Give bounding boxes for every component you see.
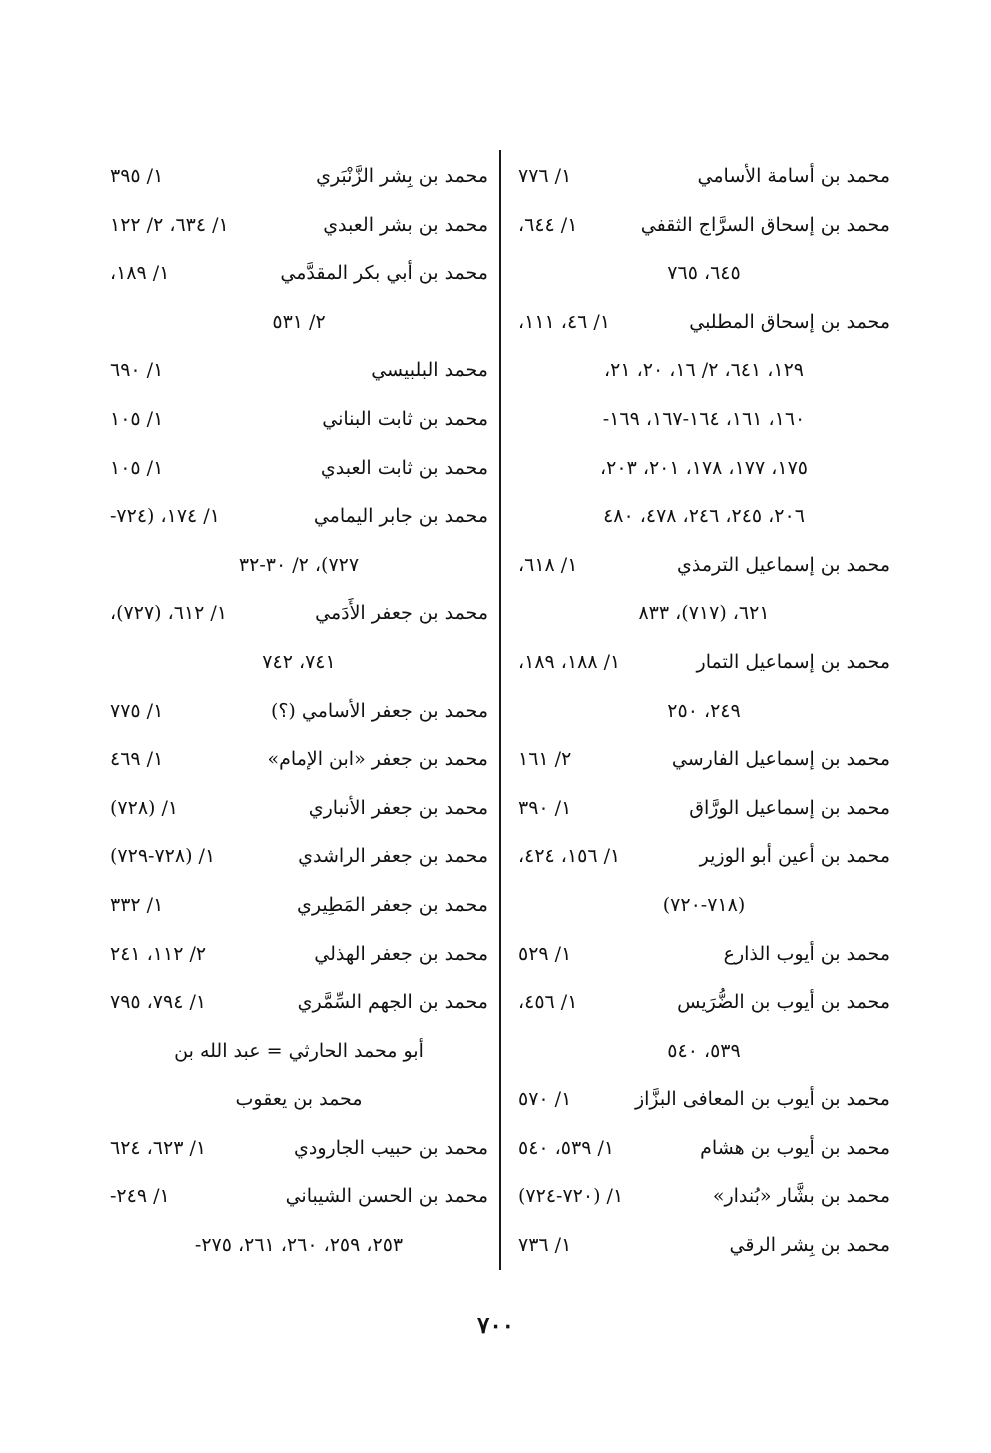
index-entry xyxy=(518,541,890,590)
entry-reference: ١/ ١٨٩، xyxy=(110,262,170,285)
entry-reference: ١/ (٧٢٠-٧٢٤) xyxy=(518,1185,624,1208)
entry-reference: ١/ ١٧٤، (٧٢٤- xyxy=(110,505,220,528)
entry-reference: أبو محمد الحارثي = عبد الله بن xyxy=(174,1039,424,1062)
index-entry xyxy=(110,930,488,979)
entry-reference: ٦٤٥، ٧٦٥ xyxy=(667,262,741,285)
entry-reference: ١/ ٣٩٠ xyxy=(518,796,572,819)
index-entry xyxy=(518,1221,890,1270)
entry-reference: ٢٥٣، ٢٥٩، ٢٦٠، ٢٦١، ٢٧٥- xyxy=(194,1234,404,1257)
entry-reference: ١/ (٧٢٨) xyxy=(110,796,179,819)
index-entry xyxy=(518,492,890,541)
index-entry xyxy=(518,687,890,736)
entry-name: محمد بن بشَّار «بُندار» xyxy=(712,1185,890,1208)
entry-reference: ٢٤٩، ٢٥٠ xyxy=(667,699,741,722)
index-entry xyxy=(110,492,488,541)
index-entry xyxy=(110,346,488,395)
index-entry xyxy=(110,1027,488,1076)
entry-reference: ٢٠٦، ٢٤٥، ٢٤٦، ٤٧٨، ٤٨٠ xyxy=(603,505,805,528)
entry-reference: ١/ ١٨٨، ١٨٩، xyxy=(518,650,621,673)
index-entry xyxy=(518,1172,890,1221)
entry-reference: ١/ ٦٢٣، ٦٢٤ xyxy=(110,1136,207,1159)
index-entry xyxy=(518,735,890,784)
entry-reference: ١/ (٧٢٨-٧٢٩) xyxy=(110,845,216,868)
index-entry xyxy=(110,589,488,638)
entry-reference: محمد بن يعقوب xyxy=(235,1088,363,1111)
index-entry xyxy=(110,152,488,201)
entry-name: محمد بن جعفر الأَدَمي xyxy=(315,602,488,625)
index-entry xyxy=(110,1124,488,1173)
index-entry xyxy=(110,687,488,736)
entry-name: محمد البلبيسي xyxy=(371,359,488,382)
right-column xyxy=(518,152,890,1270)
index-entry xyxy=(518,881,890,930)
index-entry xyxy=(110,978,488,1027)
index-entry xyxy=(110,784,488,833)
index-entry xyxy=(110,395,488,444)
entry-reference: ١/ ٣٩٥ xyxy=(110,165,164,187)
index-entry xyxy=(110,541,488,590)
entry-reference: ١٢٩، ٦٤١، ٢/ ١٦، ٢٠، ٢١، xyxy=(604,359,805,382)
entry-reference: ٧٢٧)، ٢/ ٣٠-٣٢ xyxy=(238,553,360,576)
entry-reference: ١/ ٥٣٩، ٥٤٠ xyxy=(518,1136,615,1159)
index-entry xyxy=(518,152,890,201)
entry-name: محمد بن بِشر الرقي xyxy=(729,1234,890,1257)
entry-reference: ١/ ٦٩٠ xyxy=(110,359,164,382)
entry-name: محمد بن أعين أبو الوزير xyxy=(699,845,890,868)
entry-name: محمد بن جعفر الأنباري xyxy=(308,796,488,819)
page-number: ٧٠٠ xyxy=(476,1312,515,1339)
entry-reference: ١/ ٧٧٥ xyxy=(110,699,164,722)
entry-name: محمد بن جعفر الأسامي (؟) xyxy=(270,699,488,722)
entry-reference: ٧٤١، ٧٤٢ xyxy=(262,650,336,673)
index-entry xyxy=(110,1172,488,1221)
entry-reference: ١/ ٤٥٦، xyxy=(518,991,578,1014)
index-entry xyxy=(110,298,488,347)
entry-name: محمد بن الجهم السِّمَّري xyxy=(297,991,488,1014)
entry-name: محمد بن حبيب الجارودي xyxy=(294,1136,488,1159)
entry-reference: ١/ ٦٤٤، xyxy=(518,213,578,236)
entry-reference: ١/ ٦٣٤، ٢/ ١٢٢ xyxy=(110,213,229,236)
index-entry xyxy=(518,444,890,493)
entry-name: محمد بن جعفر المَطِيري xyxy=(296,893,488,916)
index-entry xyxy=(518,249,890,298)
index-entry xyxy=(518,1075,890,1124)
index-entry xyxy=(110,444,488,493)
entry-name: محمد بن الحسن الشيباني xyxy=(285,1185,488,1208)
entry-reference: ١/ ٦١٢، (٧٢٧)، xyxy=(110,602,228,625)
entry-name: محمد بن إسماعيل الفارسي xyxy=(671,748,890,771)
entry-reference: ٥٣٩، ٥٤٠ xyxy=(667,1039,741,1062)
entry-name: محمد بن جعفر «ابن الإمام» xyxy=(267,748,488,771)
index-entry xyxy=(110,201,488,250)
index-entry xyxy=(518,1027,890,1076)
entry-name: محمد بن أيوب بن الضُّرَيس xyxy=(677,991,890,1014)
entry-name: محمد بن ثابت العبدي xyxy=(320,456,488,479)
entry-reference: ١/ ٤٦، ١١١، xyxy=(518,310,611,333)
entry-reference: ١/ ٥٢٩ xyxy=(518,942,572,965)
index-entry xyxy=(518,1124,890,1173)
entry-reference: ١/ ٧٧٦ xyxy=(518,165,572,187)
entry-name: محمد بن إسماعيل الترمذي xyxy=(676,553,890,576)
entry-name: محمد بن جعفر الراشدي xyxy=(298,845,488,868)
index-entry xyxy=(110,638,488,687)
entry-name: محمد بن بِشر الزَّنْبَري xyxy=(316,165,488,187)
entry-reference: ٢/ ١١٢، ٢٤١ xyxy=(110,942,207,965)
entry-reference: ١/ ٤٦٩ xyxy=(110,748,164,771)
entry-reference: ٢/ ١٦١ xyxy=(518,748,572,771)
entry-reference: ١/ ٥٧٠ xyxy=(518,1088,572,1111)
index-entry xyxy=(110,249,488,298)
entry-name: محمد بن جابر اليمامي xyxy=(313,505,488,528)
entry-reference: ٢/ ٥٣١ xyxy=(272,310,326,333)
entry-reference: ١/ ٢٤٩- xyxy=(110,1185,170,1208)
index-entry xyxy=(518,201,890,250)
index-entry xyxy=(518,978,890,1027)
index-entry xyxy=(110,832,488,881)
index-entry xyxy=(110,735,488,784)
index-entry xyxy=(518,832,890,881)
entry-reference: ١/ ٦١٨، xyxy=(518,553,578,576)
entry-reference: ١/ ٣٣٢ xyxy=(110,893,164,916)
entry-name: محمد بن أسامة الأسامي xyxy=(697,165,890,187)
index-entry xyxy=(110,1221,488,1270)
entry-name: محمد بن جعفر الهذلي xyxy=(314,942,488,965)
entry-name: محمد بن أيوب الذارع xyxy=(723,942,890,965)
entry-reference: ١/ ٧٩٤، ٧٩٥ xyxy=(110,991,207,1014)
entry-name: محمد بن ثابت البناني xyxy=(322,407,488,430)
entry-reference: (٧١٨-٧٢٠) xyxy=(662,893,746,916)
entry-name: محمد بن أيوب بن هشام xyxy=(700,1136,890,1159)
entry-name: محمد بن إسماعيل التمار xyxy=(696,650,890,673)
index-entry xyxy=(518,784,890,833)
index-entry xyxy=(518,395,890,444)
entry-reference: ١/ ١٠٥ xyxy=(110,456,164,479)
index-entry xyxy=(518,930,890,979)
index-entry xyxy=(518,638,890,687)
index-entry xyxy=(518,298,890,347)
entry-name: محمد بن أيوب بن المعافى البزَّاز xyxy=(634,1088,890,1111)
index-entry xyxy=(518,589,890,638)
index-entry xyxy=(110,1075,488,1124)
column-divider xyxy=(499,150,501,1270)
entry-reference: ٦٢١، (٧١٧)، ٨٣٣ xyxy=(638,602,770,625)
left-column xyxy=(110,152,488,1270)
entry-name: محمد بن بشر العبدي xyxy=(323,213,488,236)
entry-name: محمد بن إسحاق السرَّاج الثقفي xyxy=(640,213,890,236)
entry-name: محمد بن أبي بكر المقدَّمي xyxy=(280,262,488,285)
entry-reference: ١/ ١٥٦، ٤٢٤، xyxy=(518,845,621,868)
entry-name: محمد بن إسماعيل الورَّاق xyxy=(689,796,890,819)
entry-reference: ١٧٥، ١٧٧، ١٧٨، ٢٠١، ٢٠٣، xyxy=(600,456,808,479)
entry-reference: ١/ ٧٣٦ xyxy=(518,1234,572,1257)
entry-reference: ١/ ١٠٥ xyxy=(110,407,164,430)
entry-name: محمد بن إسحاق المطلبي xyxy=(689,310,890,333)
entry-reference: ١٦٠، ١٦١، ١٦٤-١٦٧، ١٦٩- xyxy=(602,407,806,430)
index-entry xyxy=(110,881,488,930)
index-entry xyxy=(518,346,890,395)
